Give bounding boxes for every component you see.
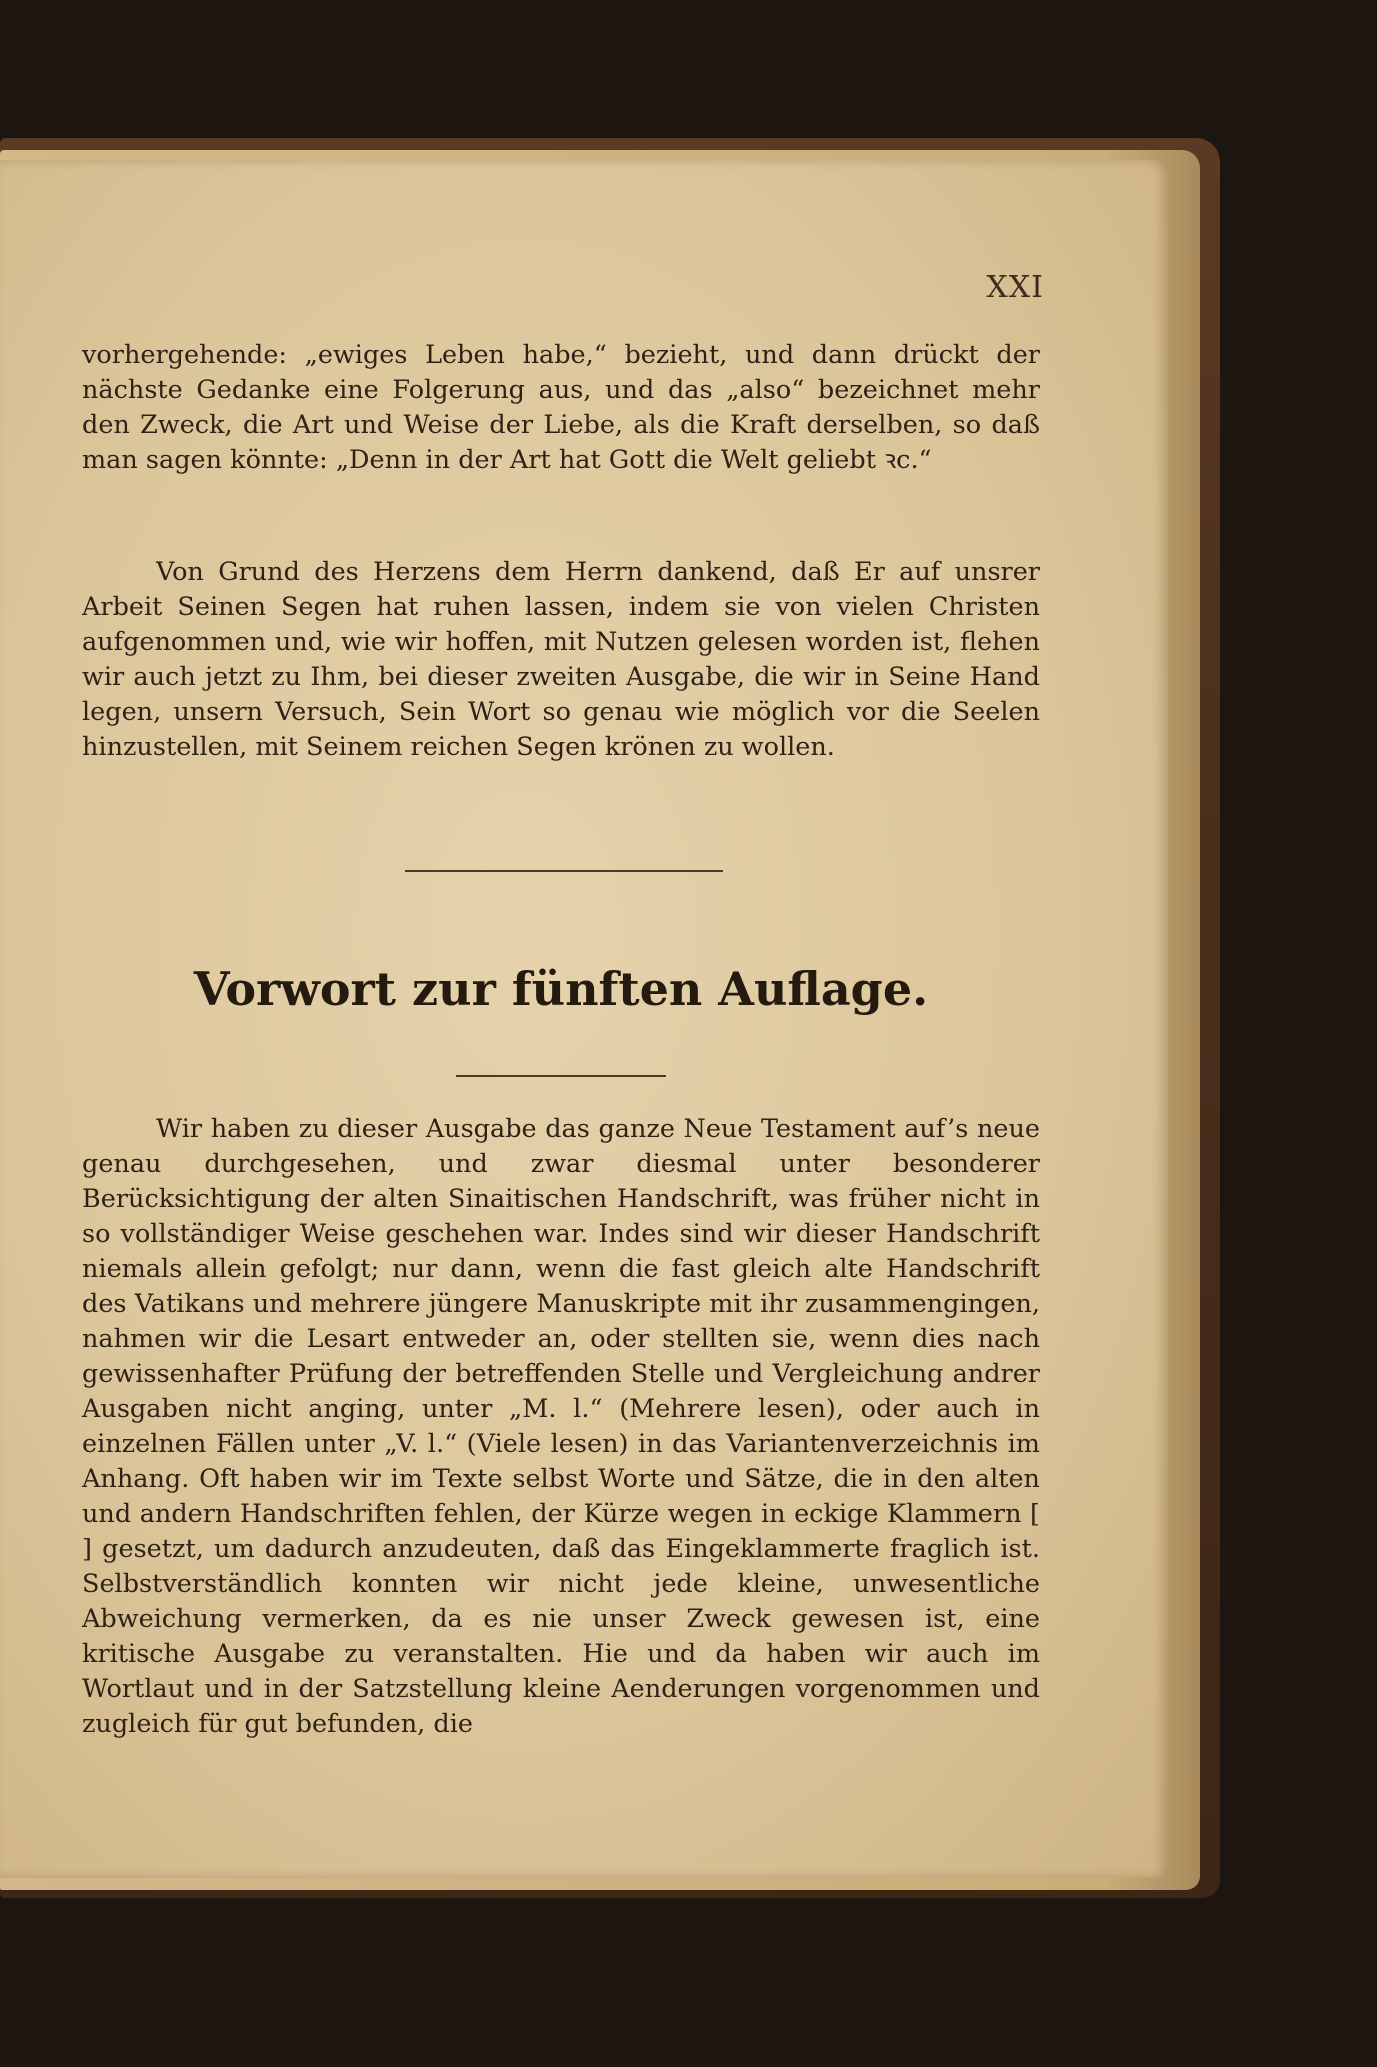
section-divider-top bbox=[405, 870, 723, 872]
section-divider-bottom bbox=[456, 1075, 666, 1077]
page-number: XXI bbox=[986, 270, 1044, 305]
paragraph-closing: Von Grund des Herzens dem Herrn dankend, daß Er auf unsrer Arbeit Seinen Segen hat ruhen lassen, indem sie von vielen Christen aufgenommen und, wie wir hoffen, mit Nutzen gelesen worden ist, flehen wir auch jetzt zu Ihm, bei dieser zweiten Ausgabe, die wir in Seine Hand legen, unsern Versuch, Sein Wort so genau wie möglich vor die Seelen hinzustellen, mit Seinem reichen Segen krönen zu wollen. bbox=[82, 557, 1040, 762]
paragraph-preface: Wir haben zu dieser Ausgabe das ganze Neue Testament auf’s neue genau durchgesehen, und zwar diesmal unter besonderer Berücksichtigung der alten Sinaitischen Handschrift, was früher nicht in so vollständiger Weise geschehen war. Indes sind wir dieser Handschrift niemals allein gefolgt; nur dann, wenn die fast gleich alte Handschrift des Vatikans und mehrere jüngere Manuskripte mit ihr zusammengingen, nahmen wir die Lesart entweder an, oder stellten sie, wenn dies nach gewissenhafter Prüfung der betreffenden Stelle und Vergleichung andrer Ausgaben nicht anging, unter „M. l.“ (Mehrere lesen), oder auch in einzelnen Fällen unter „V. l.“ (Viele lesen) in das Variantenverzeichnis im Anhang. Oft haben wir im Texte selbst Worte und Sätze, die in den alten und andern Handschriften fehlen, der Kürze wegen in eckige Klammern [ ] gesetzt, um dadurch anzudeuten, daß das Eingeklammerte fraglich ist. Selbstverständlich konnten wir nicht jede kleine, unwesentliche Abweichung vermerken, da es nie unser Zweck gewesen ist, eine kritische Ausgabe zu veranstalten. Hie und da haben wir auch im Wortlaut und in der Satzstellung kleine Aenderungen vorgenommen und zugleich für gut befunden, die bbox=[82, 1114, 1040, 1739]
paragraph-continued: vorhergehende: „ewiges Leben habe,“ bezieht, und dann drückt der nächste Gedanke eine Folgerung aus, und das „also“ bezeichnet mehr den Zweck, die Art und Weise der Liebe, als die Kraft derselben, so daß man sagen könnte: „Denn in der Art hat Gott die Welt geliebt ꝛc.“ bbox=[82, 340, 1040, 475]
section-heading: Vorwort zur fünften Auflage. bbox=[193, 962, 929, 1016]
